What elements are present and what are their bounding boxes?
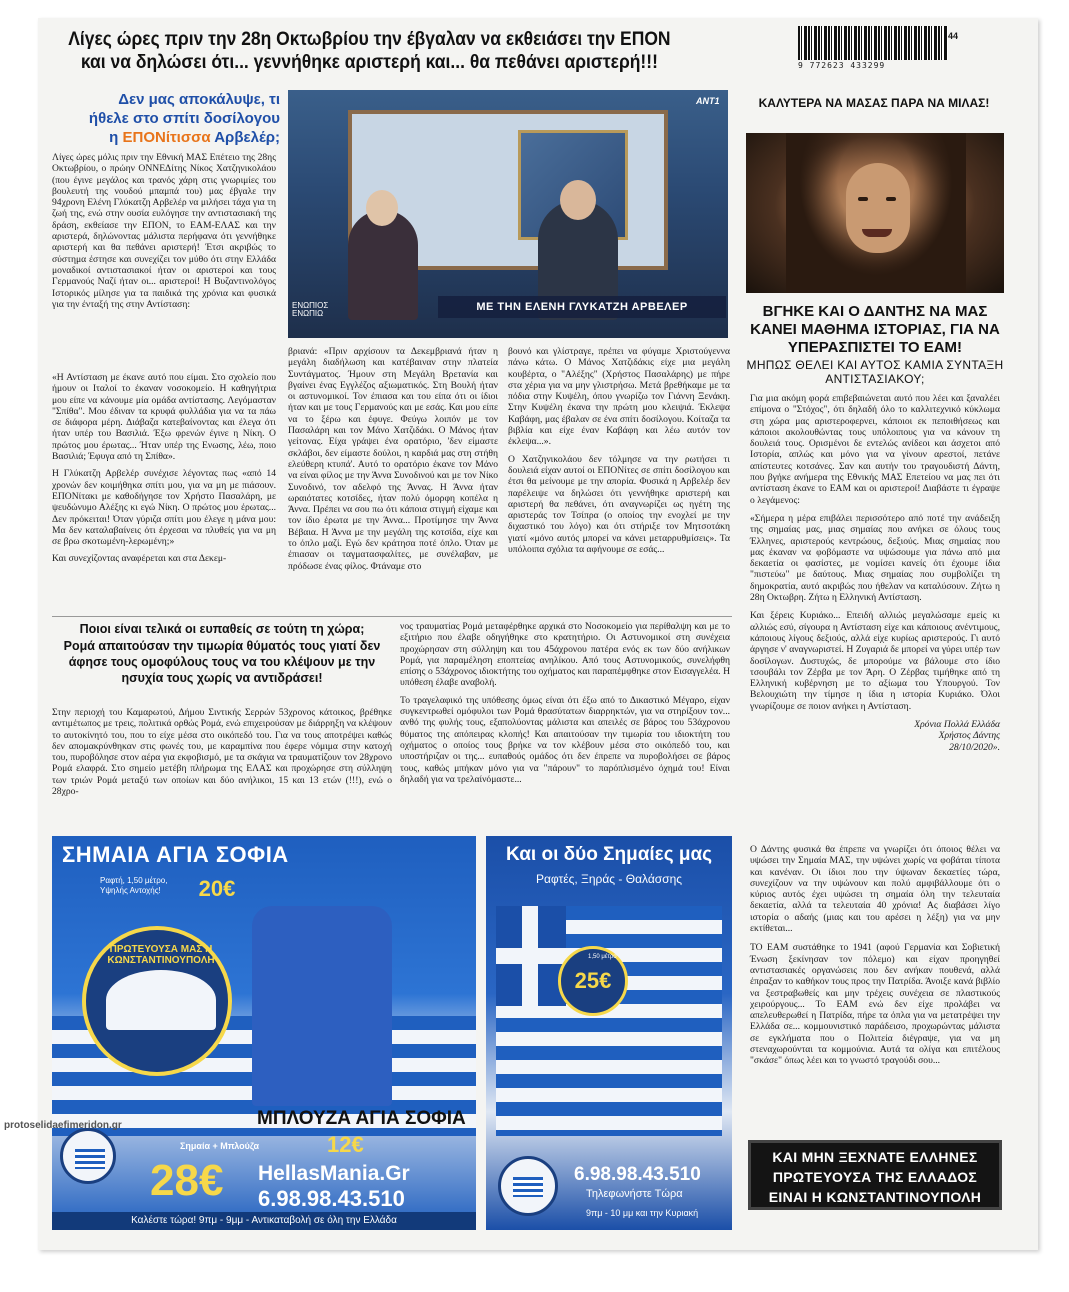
- site-watermark: protoselidaefimeridon.gr: [4, 1120, 122, 1131]
- show-logo: ΕΝΩΠΙΟΣ ΕΝΩΠΙΩ: [292, 301, 329, 318]
- right-article: [750, 393, 1000, 753]
- interviewee-head: [366, 190, 398, 226]
- lower-headline: Ρομά απαιτούσαν την τιμωρία θύματός τους γιατί δεν άφησε τους ομοφύλους τους να του κλέψουν με την ησυχία τους χωρίς να αντιδράσει!: [63, 639, 381, 685]
- shop-seal-icon: [60, 1128, 116, 1184]
- right-article-continued-p2: ΤΟ ΕΑΜ συστάθηκε το 1941 (αφού Γερμανία και Σοβιετική Ένωση ξεκίνησαν τον πόλεμο) και είχαν προηγηθεί αντιστασιακές οργανώσεις που δεν ανήκαν πουθενά, αλλά έπραξαν το καθήκον τους προς την Πατρίδα. Άνοιξε κανά βιβλίο να ξεστραβωθείς και μην τρέχεις συνέχεια σε πλαστικούς χειρούργους... Το ΕΑΜ ενώ δεν είχε προλάβει να απελευθερωθεί η Πατρίδα, πήρε τα όπλα για να μετατρέψει την Ελλάδα σε... κομμουνιστικό παράδεισο, προχωρώντας μάλιστα σε εγκλήματα που ο Πολιτεία διέγραψε, για να μη στεναχωρούνται τα κομμούνια. Αυτά τα ολίγα και επιτέλους "σκάσε" όπως λέει και το γνωστό τραγούδι σου...: [750, 942, 1000, 1067]
- portrait-mouth: [862, 229, 892, 237]
- article-paragraph-2: Η Γλύκατζη Αρβελέρ συνέχισε λέγοντας πως «από 14 χρονών δεν κοιμήθηκα σπίτι μου, για να μη με πιάσουν. ΕΠΟΝίτακι με καθοδήγησε τον Χρήστο Πασαλάρη, με ψευδώνυμο Αλέξης κι εγώ Νίκη. Ο πρώτος μου έρωτας... Δεν πρόκειται! Όταν γύριζα σπίτι μου έλεγε η μάνα μου: Μα δεν καταλαβαίνεις ότι έρχεσαι να πλυθείς για να μη σε βρω σκοτωμένη-λερωμένη;»: [52, 468, 276, 548]
- hagia-sophia-icon: [106, 970, 216, 1030]
- greek-flag-icon-2: [513, 1177, 543, 1197]
- right-article-continued: [750, 844, 1000, 1075]
- section-divider: [52, 616, 732, 617]
- ad1-combo-label: Σημαία + Μπλούζα: [180, 1141, 260, 1151]
- ad2-subtitle: Ραφτές, Ξηράς - Θαλάσσης: [535, 872, 683, 886]
- ad1-shirt-price: 12€: [327, 1132, 364, 1157]
- article-quote-1: «Η Αντίσταση με έκανε αυτό που είμαι. Στο σχολείο που ήμουν οι Ιταλοί το έκαναν νοσοκομείο. Η καθηγήτρια μου είπε να κάνουμε μία ομάδα αντίστασης. Λεγόμασταν "Σπίθα". Μου έδιναν τα κρυφά φυλλάδια για να τα πάω σε διάφορα μέρη. Διάβαζα κατεβαίνοντας και έλεγα ότι ήταν υπέρ του Βασιλιά. Έξω φρενών έγινε η Νίκη. Ο πρώτος μου έρωτας... Ήταν υπέρ της Ενωσης, λέω, ποιο Βασιλιά; Έφυγα από τη Σπίθα».: [52, 372, 276, 463]
- signature-line-3: 28/10/2020».: [949, 741, 1000, 753]
- ad2-title: Και οι δύο Σημαίες μας: [505, 844, 713, 865]
- advertisement-flag-shirt[interactable]: [52, 836, 476, 1230]
- lower-article-p2: νος τραυματίας Ρομά μεταφέρθηκε αρχικά στο Νοσοκομείο για περίθαλψη και με το εξιτήριο που έλαβε οδηγήθηκε στο κρατητήριο. Οι Αστυνομικοί στη συνέχεια προχώρησαν στη σύλληψη και του 45άχρονου πατέρα ενός εκ των δύο ανήλικων Ρομά, για παραμέληση εποπτείας ανηλίκου. Από τους Αστυνομικούς, συνελήφθη επίσης ο 53άχρονος ιδιοκτήτης του οχήματος και παραπέμφθηκε στον Εισαγγελέα. Η υπόθεση έλαβε αναβολή.: [400, 621, 730, 689]
- singer-portrait: [746, 133, 1004, 293]
- slogan-line-1: ΚΑΙ ΜΗΝ ΞΕΧΝΑΤΕ ΕΛΛΗΝΕΣ: [772, 1149, 978, 1165]
- interview-photo: [288, 90, 728, 338]
- subheadline-highlight: ΕΠΟΝίτισσα: [122, 129, 211, 146]
- subheadline-line2: ήθελε στο σπίτι δοσίλογου: [88, 110, 280, 127]
- article-column-3: [508, 346, 730, 561]
- right-headline: ΒΓΗΚΕ ΚΑΙ Ο ΔΑΝΤΗΣ ΝΑ ΜΑΣ ΚΑΝΕΙ ΜΑΘΗΜΑ ΙΣΤΟΡΙΑΣ, ΓΙΑ ΝΑ ΥΠΕΡΑΣΠΙΣΤΕΙ ΤΟ ΕΑΜ!: [750, 303, 1000, 356]
- main-headline-line1: Λίγες ώρες πριν την 28η Οκτωβρίου την έβγαλαν να εκθειάσει την ΕΠΟΝ: [68, 29, 671, 50]
- subheadline: [50, 90, 280, 147]
- ad2-phone[interactable]: 6.98.98.43.510: [574, 1164, 701, 1185]
- right-article-p1: Για μια ακόμη φορά επιβεβαιώνεται αυτό που λέει και ξαναλέει επίμονα ο "Στόχος", ότι δηλαδή όλο το καλλιτεχνικό κύκλωμα στη χώρα μας αριστεροφερνει, κάποιοι εκ πεποιθήσεως και κάποιοι ακολουθώντας τους υπόλοιπους για να κάνουν τη δουλειά τους. Ορισμένοι δε εντελώς ανίδεοι και άσχετοι από Ιστορία, απλώς και μόνο για να γίνουν αρεστοί, πετάνε απίστευτες κοτσάνες. Σαν και αυτήν του τραγουδιστή Δάντη, που βγήκε ανήμερα της Εθνικής ΜΑΣ Επετείου να μας πει ότι αντίσταση έκανε το ΕΑΜ και οι αριστεροί! Διαβάστε τι έγραψε ο λεγάμενος:: [750, 393, 1000, 506]
- portrait-eye-right: [886, 197, 896, 201]
- ad1-title: ΣΗΜΑΙΑ ΑΓΙΑ ΣΟΦΙΑ: [62, 842, 289, 867]
- emblem-badge: [82, 926, 232, 1076]
- subheadline-line1: Δεν μας αποκάλυψε, τι: [118, 91, 280, 108]
- article-intro: Λίγες ώρες μόλις πριν την Εθνική ΜΑΣ Επέτειο της 28ης Οκτωβρίου, ο πρώην ΟΝΝΕΔίτης Νίκος Χατζηνικολάου (που έγινε μεγάλος και τρανός χάρη στις γνωριμίες του βουλευτή της νουδού μπαμπά του) μας έβγαλε την 94χρονη Ελένη Γλύκατζη Αρβελέρ να μιλήσει τάχα για τη ζωή της, ενώ στην ουσία ευλόγησε την αντιστασιακή της δράση, εκθείασε την ΕΠΟΝ, το ΕΑΜ-ΕΛΑΣ και την αριστερά, δηλώνοντας μάλιστα περήφανα ότι γεννήθηκε αριστερή και θα πεθάνει αριστερή! Έτσι ακριβώς το σύστημα έστησε και συνεχίζει τον μύθο ότι στην Ελλάδα μοναδικοί αντιστασιακοί ήταν οι αριστεροί και τους Γερμανούς Ναζί ήταν οι... αριστεροί! Η Βυζαντινολόγος Ιστορικός μίλησε για τα παιδικά της χρόνια και φυσικά για την ένταξή της στην Αντίσταση:: [52, 152, 276, 310]
- article-column-1: [52, 372, 276, 571]
- ad2-price: 25€: [558, 946, 628, 1016]
- right-article-quote: «Σήμερα η μέρα επιβάλει περισσότερο από ποτέ την ανάδειξη της σημαίας μας, μιας σημαίας που ανήκει σε όλους τους Έλληνες, αριστερούς κεντρώους, δεξιούς. Μιας σημαίας που μας έκαναν να φοβόμαστε να υψώσουμε για πάνω από μια δεκαετία οι φασίστες, με νομίσει κανείς ότι έχουμε ίδια "πιστεύω" με δαύτους. Μιας σημαίας που συμβολίζει τη δημοκρατία, αυτό ακριβώς που ήθελαν να καταλύσουν. Ζήτω η 28η Οκτωβρη. Ζήτω η Ελληνική Αντίσταση.: [750, 512, 1000, 604]
- advertisement-flags[interactable]: [486, 836, 732, 1230]
- slogan-line-2: ΠΡΩΤΕΥΟΥΣΑ ΤΗΣ ΕΛΛΑΔΟΣ: [772, 1169, 978, 1185]
- ad1-phone[interactable]: 6.98.98.43.510: [258, 1186, 405, 1211]
- ad2-hours: 9πμ - 10 μμ και την Κυριακή: [586, 1208, 699, 1218]
- article-column-2: βριανά: «Πριν αρχίσουν τα Δεκεμβριανά ήταν η μεγάλη διαδήλωση και κατέβαιναν στην πλατεία Συντάγματος. Ήμουν στη Μεγάλη Βρετανία και βγαίνει ένας Εγγλέζος αξιωματικός. Στη Βουλή ήταν οι αστυνομικοί. Τον έπιασα και του είπα ότι οι ίδιοι ήταν και με τους Γερμανούς και με εσάς. Και μου είπε να το ξέρω και έφυγε. Φεύγω λοιπόν με τον Πασαλάρη και τον Μάνο Χατζιδάκι. Ο Μάνος ήταν γείτονας. Είχα γράψει ένα ορατόριο, 'δεν είμαστε σκλάβοι, δεν είμαστε δούλοι, η καρδιά μας στη στήθη ελεύθερη κτυπά'. Αυτό το ορατόριο έκανε τον Μάνο να είναι φίλος με την Άννα Συνοδινού και με τον Νίκο Συνοδινό, τον αδελφό της Άννας. Η Άννα ήταν ωραιότατες κοτσίδες, ήταν πολύ όμορφη κοπέλα η Άννα. Πρέπει να σου πω ότι κάποια στιγμή είχαμε και τον ίδιο έρωτα με την Άννα... Προτίμησε την Άννα Βέβαια. Η Άννα με την μεγάλη της κοτσίδα, είχε και το όπλο μαζί. Εγώ δεν κράτησα ποτέ όπλο. Όταν με έπιασαν οι ταγματασφαλίτες, με συνέλαβαν, με πρόδωσε ένας φίλος. Φτάναμε στο: [288, 346, 498, 572]
- ad2-price-details: 1,50 μέτρο: [588, 954, 617, 960]
- lower-article-column-2: [400, 621, 730, 791]
- lower-kicker: Ποιοι είναι τελικά οι ευπαθείς σε τούτη τη χώρα;: [79, 622, 365, 636]
- ad2-call-label: Τηλεφωνήστε Τώρα: [586, 1188, 683, 1200]
- lower-article-p3: Το τραγελαφικό της υπόθεσης όμως είναι ότι έξω από το Δικαστικό Μέγαρο, είχαν συγκεντρωθεί ομόφυλοι των Ρομά θρασύτατων διαρρηκτών, για να στηρίξουν τον... ανθό της φυλής τους, εξαπολύοντας μάλιστα και απειλές σε βάρος του 53άχρονου θύματος της απόπειρας κλοπής! Και απαιτούσαν την τιμωρία του ιδιοκτήτη του οχήματος ο οποίος τους βρήκε να τον κλέβουν μέσα στο οικόπεδό του, και υποστήριζαν οι της... ευπαθούς ομάδος ότι δεν έπρεπε να πυροβολήσει σε βάρος τους, καθώς μπήκαν μόνο για να "πάρουν" το παρόπλισμένο όχημά του! Είναι δηλαδή για να τρελαίνόμαστε...: [400, 694, 730, 785]
- subheadline-suffix: Αρβελέρ;: [210, 129, 280, 146]
- flag-cross-horizontal: [496, 948, 566, 964]
- right-article-p2: Και ξέρεις Κυριάκο... Επειδή αλλιώς μεγαλώσαμε εμείς κι αλλιώς εσύ, σίγουρα η Αντίσταση είχε και κάποιους ανέντιμους, κάποιους λίγους δεξιούς, αλλά είχε κυρίως αριστερούς. Γι αυτό άργησε ν' αναγνωριστεί. Η Ζυγαριά δε μπορεί να γύρει υπέρ των δοσίλογων. Δυστυχώς, δε μπορούμε να βάλουμε στο ίδιο τσουβάλι τον Ζέρβα με τον Άρη. Ο Ζέρβας τιμήθηκε από τη Ελληνική κυβέρνηση με το αξίωμα του Υπουργού. Τον Βελουχιώτη την τίμησε η ίδια η ιστορία Κυριάκο. Όλοι γνωρίζουμε σε ποιον ανήκει η Αντίσταση.: [750, 610, 1000, 712]
- channel-logo: ANT1: [696, 96, 720, 106]
- right-subheadline: ΜΗΠΩΣ ΘΕΛΕΙ ΚΑΙ ΑΥΤΟΣ ΚΑΜΙΑ ΣΥΝΤΑΞΗ ΑΝΤΙΣΤΑΣΙΑΚΟΥ;: [746, 358, 1004, 386]
- right-kicker: ΚΑΛΥΤΕΡΑ ΝΑ ΜΑΣΑΣ ΠΑΡΑ ΝΑ ΜΙΛΑΣ!: [758, 96, 990, 110]
- subheadline-line3: [50, 128, 280, 147]
- ad1-flag-details: Ραφτή, 1,50 μέτρο, Υψηλής Αντοχής!: [100, 876, 168, 895]
- emblem-text: ΠΡΩΤΕΥΟΥΣΑ ΜΑΣ Η ΚΩΝΣΤΑΝΤΙΝΟΥΠΟΛΗ: [107, 944, 215, 966]
- ad1-website[interactable]: HellasMania.Gr: [258, 1162, 410, 1185]
- subheadline-prefix: η: [109, 129, 123, 146]
- interviewee-figure: [348, 210, 418, 320]
- ad1-shirt-label: ΜΠΛΟΥΖΑ ΑΓΙΑ ΣΟΦΙΑ: [257, 1108, 466, 1129]
- slogan-box: [748, 1140, 1002, 1210]
- barcode: [798, 26, 948, 60]
- ad1-footer: Καλέστε τώρα! 9πμ - 9μμ - Αντικαταβολή σε όλη την Ελλάδα: [52, 1212, 476, 1230]
- portrait-face: [846, 163, 910, 253]
- ad1-flag-price: 20€: [198, 876, 236, 901]
- ad1-combo-price: 28€: [150, 1156, 224, 1205]
- greek-flag-icon: [75, 1149, 105, 1169]
- lower-article-column-1: Στην περιοχή του Καμαρωτού, Δήμου Σιντικής Σερρών 53χρονος κάτοικος, βρέθηκε αντιμέτωπος με τρεις, πολιτικά ορθώς Ρομά, ενώ επιχειρούσαν με διάρρηξη να κλέψουν το αυτοκίνητό του, που το είχε μέσα στο οικόπεδό του. Για να τους αποτρέψει καθώς δεν απομακρύνθηκαν στις φωνές του, με καραμπίνα που έφερε νόμιμα στην κατοχή του, πυροβόλησε στον αέρα για εκφοβισμό, με τα σκάγια να τραυματίζουν τον 28χρονο Ρομά ελαφρά. Στο σημείο μετέβη πλήρωμα της ΕΛΑΣ και προχώρησε στη σύλληψη των τριών Ρομά μεταξύ των οποίων και δύο ανήλικοι, 15 και 13 ετών (!!!), ενώ ο 28χρο-: [52, 707, 392, 798]
- slogan-line-3: ΕΙΝΑΙ Η ΚΩΝΣΤΑΝΤΙΝΟΥΠΟΛΗ: [768, 1189, 982, 1205]
- issue-number: 44: [948, 31, 959, 41]
- photo-strap: ΜΕ ΤΗΝ ΕΛΕΝΗ ΓΛΥΚΑΤΖΗ ΑΡΒΕΛΕΡ: [438, 296, 726, 318]
- signature-line-2: Χρήστος Δάντης: [938, 730, 1000, 742]
- right-article-continued-p1: Ο Δάντης φυσικά θα έπρεπε να γνωρίζει ότι όποιος θέλει να υψώσει την Σημαία ΜΑΣ, την υψώνει χωρίς να φοβάται τίποτα και κανέναν. Οι ίδιοι που την ύψωναν δεκαετίες τώρα, συνεχίζουν να την υψώνουν και πολύ αμφιβάλλουμε ότι ο κύριος αυτός έχει υψώσει τη σημαία όλη την τελευταία δεκαετία, αλλά τα τελευταία 40 χρόνια! Ας διαβάσει λίγο ιστορία ο αδαής (μιας και του αρέσει η λέξη) για να μην εκτίθεται...: [750, 844, 1000, 935]
- interviewer-head: [560, 180, 596, 220]
- shop-seal-icon-2: [498, 1156, 558, 1216]
- article-column-3-p2: Ο Χατζηνικολάου δεν τόλμησε να την ρωτήσει τι δουλειά είχαν αυτοί οι ΕΠΟΝίτες σε σπίτι δοσίλογου και έτσι θα μείνουμε με την απορία. Φυσικά η Αρβελέρ δεν παρέλειψε να δηλώσει ότι γεννήθηκε αριστερή και αριστερή θα πεθάνει, ότι αναγνωρίζει ως ηγέτη της αριστεράς τον Τσίπρα (ο οποίος την ενοχλεί με την διχαστικό του λόγο) και ότι στήριξε τον Μητσοτάκη γιατί «μόνο αυτός μπορεί να κάνει μεταρρυθμίσεις». Τα υπόλοιπα σχόλια τα αφήνουμε σε εσάς...: [508, 453, 730, 556]
- newspaper-page: [38, 18, 1038, 1250]
- main-headline-line2: και να δηλώσει ότι... γεννήθηκε αριστερή και... θα πεθάνει αριστερή!!!: [80, 52, 658, 73]
- main-headline: [52, 28, 687, 74]
- signature-line-1: Χρόνια Πολλά Ελλάδα: [914, 719, 1000, 731]
- tshirt-image: [252, 906, 392, 1106]
- article-column-3-p1: βουνό και γλίστραγε, πρέπει να φύγαμε Χριστούγεννα πάνω κάτω. Ο Μάνος Χατζιδάκις είχε μια μεγάλη κουβέρτα, ο "Αλέξης" (Χρήστος Πασαλάρης) με πήρε στα χέρια για να μην γλιστρήσω. Μετά βρεθήκαμε με τα πόδια στην Κυψέλη, όπου γνωρίζω τον Γιάννη Ξενάκη. Στην Κυψέλη έκανα την πρώτη μου κλειψιά. Έκλεψα Καβάφη, μας έβαλαν σε ένα σπίτι δοσίλογου. Κοίταζα τα βιβλία και είχε έναν Καβάφη και λέω αυτόν τον έκλεψα...».: [508, 346, 730, 448]
- article-paragraph-3: Και συνεχίζοντας αναφέρεται και στα Δεκεμ-: [52, 553, 227, 565]
- barcode-number: 9 772623 433299: [798, 61, 886, 70]
- portrait-eye-left: [858, 197, 868, 201]
